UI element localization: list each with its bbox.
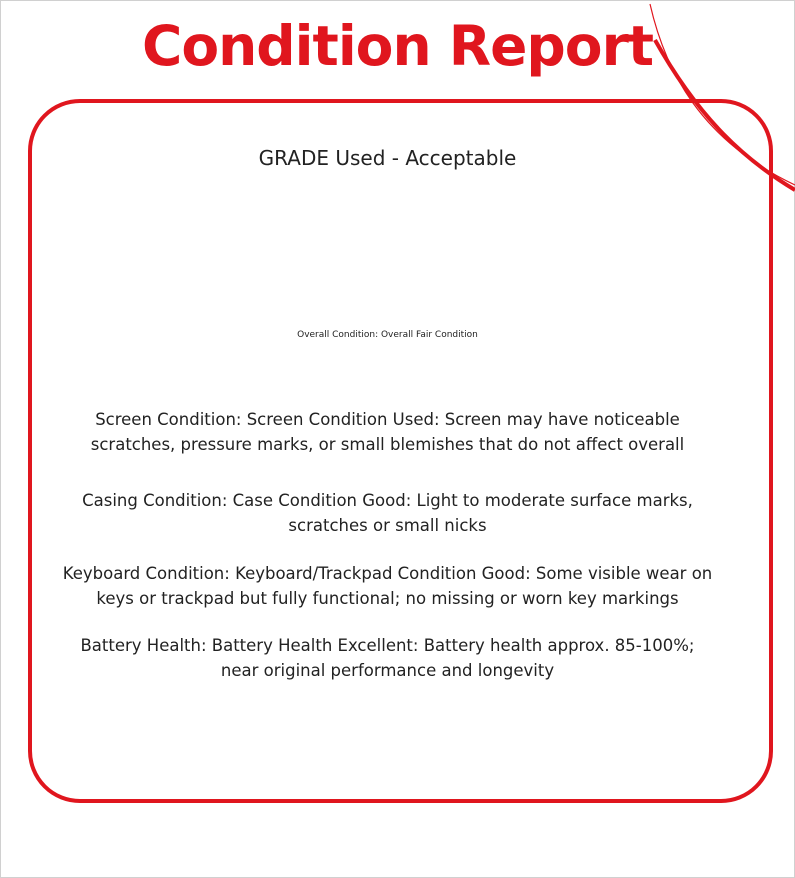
overall-condition: Overall Condition: Overall Fair Condition	[297, 330, 478, 340]
grade-label: GRADE Used - Acceptable	[258, 146, 517, 170]
report-title: Condition Report	[142, 14, 653, 78]
keyboard-condition: Keyboard Condition: Keyboard/Trackpad Condition Good: Some visible wear on keys or trackpad but fully functional; no missing or worn key markings	[62, 564, 713, 608]
casing-condition: Casing Condition: Case Condition Good: Light to moderate surface marks, scratches or small nicks	[82, 491, 693, 535]
screen-condition: Screen Condition: Screen Condition Used: Screen may have noticeable scratches, pressure marks, or small blemishes that do not affect overall	[90, 410, 685, 454]
battery-health: Battery Health: Battery Health Excellent: Battery health approx. 85-100%; near original performance and longevity	[80, 636, 695, 680]
